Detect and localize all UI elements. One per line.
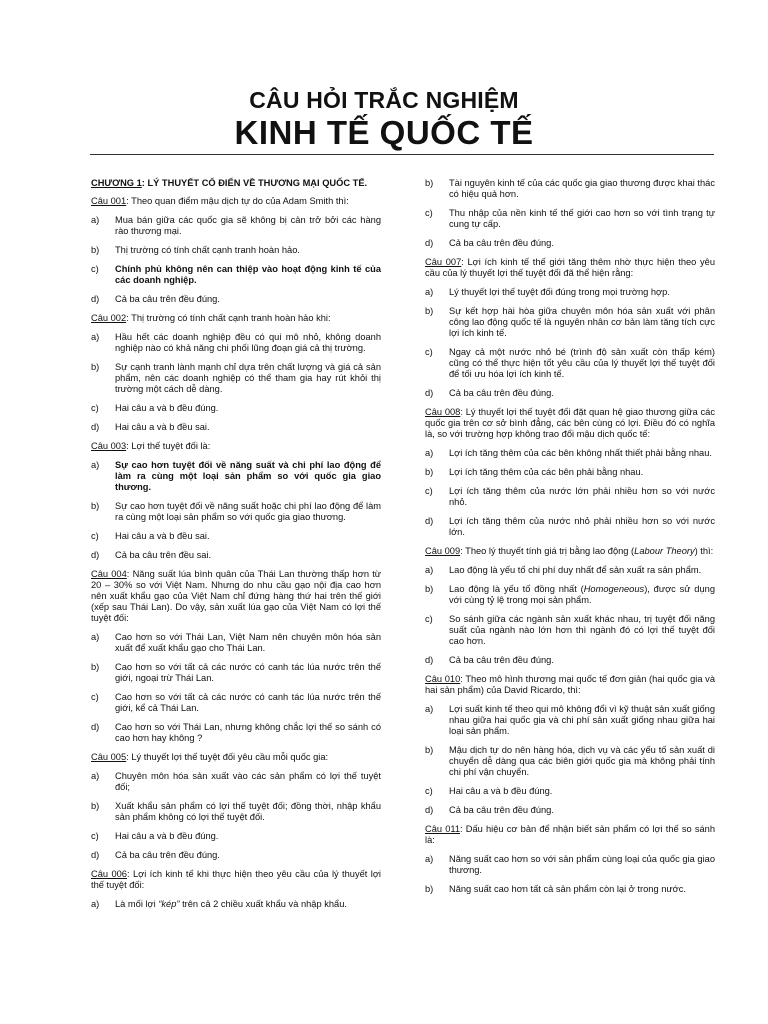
- question-005: Câu 005: Lý thuyết lợi thế tuyệt đối yêu cầu mỗi quốc gia:: [91, 752, 329, 762]
- option-002-d: d) Hai câu a và b đều sai.: [91, 422, 210, 432]
- option-002-b: b) Sự cạnh tranh lành mạnh chỉ dựa trên chất lượng và giá cả sản phẩm, nên các doanh nghiệp có thể tham gia hay rút khỏi thị trường một cách dễ dàng.: [91, 362, 381, 394]
- option-007-b: b) Sự kết hợp hài hòa giữa chuyên môn hóa sản xuất với phân công lao động quốc tế là nguyên nhân cơ bản làm tăng tích cực lợi ích kinh tế.: [425, 306, 715, 338]
- option-004-d: d) Cao hơn so với Thái Lan, nhưng không chắc lợi thế so sánh có cao hơn hay không ?: [91, 722, 381, 743]
- option-005-d: d) Cả ba câu trên đều đúng.: [91, 850, 220, 860]
- option-001-d: d) Cả ba câu trên đều đúng.: [91, 294, 220, 304]
- option-005-b: b) Xuất khẩu sản phẩm có lợi thế tuyệt đối; đồng thời, nhập khẩu sản phẩm không có lợi thế tuyệt đối.: [91, 801, 381, 822]
- title-line-1: CÂU HỎI TRẮC NGHIỆM: [249, 87, 519, 113]
- option-006-d: d) Cả ba câu trên đều đúng.: [425, 238, 554, 248]
- option-007-c: c) Ngay cả một nước nhỏ bé (trình độ sản xuất còn thấp kém) cũng có thể thực hiện tốt yêu cầu của lý thuyết lợi thế tuyệt đối để tối ưu hóa lợi ích kinh tế.: [425, 347, 715, 379]
- option-008-a: a) Lợi ích tăng thêm của các bên không nhất thiết phải bằng nhau.: [425, 448, 712, 458]
- question-001: Câu 001: Theo quan điểm mậu dịch tự do của Adam Smith thì:: [91, 196, 349, 206]
- option-006-a: a) Là mối lợi “kép” trên cả 2 chiều xuất khẩu và nhập khẩu.: [91, 899, 347, 909]
- option-010-a: a) Lợi suất kinh tế theo qui mô không đổi vì kỹ thuật sản xuất giống nhau giữa hai quốc gia và chi phí sản xuất giống nhau giữa hai loại sản phẩm.: [425, 704, 715, 736]
- option-009-d: d) Cả ba câu trên đều đúng.: [425, 655, 554, 665]
- question-label: Câu 009: [425, 546, 461, 556]
- option-009-b: b) Lao động là yếu tố đồng nhất (Homogeneous), được sử dụng với cùng tỷ lệ trong mọi sản phẩm.: [425, 584, 715, 605]
- option-009-c: c) So sánh giữa các ngành sản xuất khác nhau, trị tuyệt đối năng suất của ngành nào lớn hơn thì ngành đó có lợi thế tuyệt đối cao hơn.: [425, 614, 715, 646]
- option-009-a: a) Lao động là yếu tố chi phí duy nhất để sản xuất ra sản phẩm.: [425, 565, 702, 575]
- option-007-a: a) Lý thuyết lợi thế tuyệt đối đúng trong mọi trường hợp.: [425, 287, 670, 297]
- option-010-c: c) Hai câu a và b đều đúng.: [425, 786, 553, 796]
- option-006-b: b) Tài nguyên kinh tế của các quốc gia giao thương được khai thác có hiệu quả hơn.: [425, 178, 716, 199]
- question-008: Câu 008: Lý thuyết lợi thế tuyệt đối đặt quan hệ giao thương giữa các quốc gia trên cơ sở bình đẳng, các bên cùng có lợi. Điều đó có nghĩa là, so với trường hợp không trao đổi mậu dịch quốc tế:: [425, 407, 715, 439]
- option-003-d: d) Cả ba câu trên đều sai.: [91, 550, 212, 560]
- option-008-d: d) Lợi ích tăng thêm của nước nhỏ phải nhiều hơn so với nước lớn.: [425, 516, 715, 537]
- question-004: Câu 004: Năng suất lúa bình quân của Thái Lan thường thấp hơn từ 20 – 30% so với Việt Nam. Nhưng do nhu cầu gạo nội địa cao hơn nên xuất khẩu gạo của Việt Nam chỉ đứng hàng thứ hai trên thế giới (xếp sau Thái Lan). Do vậy, sản xuất lúa gạo của Việt Nam có lợi thế tuyệt đối:: [91, 569, 381, 623]
- option-008-c: c) Lợi ích tăng thêm của nước lớn phải nhiều hơn so với nước nhỏ.: [425, 486, 715, 507]
- question-002: Câu 002: Thị trường có tính chất cạnh tranh hoàn hảo khi:: [91, 313, 331, 323]
- question-label: Câu 006: [91, 869, 127, 879]
- option-001-a: a) Mua bán giữa các quốc gia sẽ không bị cản trở bởi các hàng rào thương mại.: [91, 215, 381, 236]
- title-divider: [90, 154, 714, 155]
- option-002-a: a) Hầu hết các doanh nghiệp đều có qui mô nhỏ, không doanh nghiệp nào có khả năng chi phối lũng đoạn giá cả thị trường.: [91, 332, 381, 353]
- question-label: Câu 011: [425, 824, 461, 834]
- option-003-b: b) Sự cao hơn tuyệt đối về năng suất hoặc chi phí lao động để làm ra cùng một loại sản phẩm so với quốc gia giao thương.: [91, 501, 381, 522]
- question-007: Câu 007: Lợi ích kinh tế thế giới tăng thêm nhờ thực hiện theo yêu cầu của lý thuyết lợi thế tuyệt đối đã thể hiện rằng:: [425, 257, 715, 278]
- question-label: Câu 002: [91, 313, 127, 323]
- question-label: Câu 005: [91, 752, 127, 762]
- left-column: [91, 178, 381, 918]
- question-label: Câu 010: [425, 674, 461, 684]
- question-label: Câu 003: [91, 441, 127, 451]
- option-011-b: b) Năng suất cao hơn tất cả sản phẩm còn lại ở trong nước.: [425, 884, 686, 894]
- option-004-a: a) Cao hơn so với Thái Lan, Việt Nam nên chuyên môn hóa sản xuất để xuất khẩu gạo cho Thái Lan.: [91, 632, 381, 653]
- option-003-a: a) Sự cao hơn tuyệt đối về năng suất và chi phí lao động để làm ra cùng một loại sản phẩm so với quốc gia giao thương.: [91, 460, 381, 492]
- question-label: Câu 001: [91, 196, 127, 206]
- title-line-2: KINH TẾ QUỐC TẾ: [234, 114, 534, 151]
- option-010-d: d) Cả ba câu trên đều đúng.: [425, 805, 554, 815]
- option-001-c: c) Chính phủ không nên can thiệp vào hoạt động kinh tế của các doanh nghiệp.: [91, 264, 381, 285]
- option-010-b: b) Mậu dịch tự do nên hàng hóa, dịch vụ và các yếu tố sản xuất di chuyển dễ dàng qua các biên giới quốc gia mà không phải tính chi phí vận chuyển.: [425, 745, 715, 777]
- option-011-a: a) Năng suất cao hơn so với sản phẩm cùng loại của quốc gia giao thương.: [425, 854, 715, 875]
- chapter-heading: CHƯƠNG 1: LÝ THUYẾT CỔ ĐIỂN VỀ THƯƠNG MẠI QUỐC TẾ.: [91, 178, 368, 188]
- question-006: Câu 006: Lợi ích kinh tế khi thực hiện theo yêu cầu của lý thuyết lợi thế tuyệt đối:: [91, 869, 381, 890]
- option-003-c: c) Hai câu a và b đều sai.: [91, 531, 210, 541]
- document-title: [0, 86, 768, 152]
- option-004-c: c) Cao hơn so với tất cả các nước có canh tác lúa nước trên thế giới, kể cả Thái Lan.: [91, 692, 381, 713]
- question-009: Câu 009: Theo lý thuyết tính giá trị bằng lao động (Labour Theory) thì:: [425, 546, 714, 556]
- right-column: [425, 178, 715, 903]
- option-008-b: b) Lợi ích tăng thêm của các bên phải bằng nhau.: [425, 467, 644, 477]
- question-label: Câu 004: [91, 569, 127, 579]
- option-002-c: c) Hai câu a và b đều đúng.: [91, 403, 219, 413]
- option-006-c: c) Thu nhập của nền kinh tế thế giới cao hơn so với tình trạng tự cung tự cấp.: [425, 208, 715, 229]
- question-010: Câu 010: Theo mô hình thương mại quốc tế đơn giản (hai quốc gia và hai sản phẩm) của David Ricardo, thì:: [425, 674, 716, 695]
- option-004-b: b) Cao hơn so với tất cả các nước có canh tác lúa nước trên thế giới, ngoại trừ Thái Lan.: [91, 662, 381, 683]
- option-005-c: c) Hai câu a và b đều đúng.: [91, 831, 219, 841]
- option-001-b: b) Thị trường có tính chất cạnh tranh hoàn hảo.: [91, 245, 300, 255]
- question-003: Câu 003: Lợi thế tuyệt đối là:: [91, 441, 211, 451]
- question-label: Câu 008: [425, 407, 461, 417]
- option-005-a: a) Chuyên môn hóa sản xuất vào các sản phẩm có lợi thế tuyệt đối;: [91, 771, 381, 792]
- question-label: Câu 007: [425, 257, 462, 267]
- option-007-d: d) Cả ba câu trên đều đúng.: [425, 388, 554, 398]
- question-011: Câu 011: Dấu hiệu cơ bản để nhận biết sản phẩm có lợi thế so sánh là:: [425, 824, 715, 845]
